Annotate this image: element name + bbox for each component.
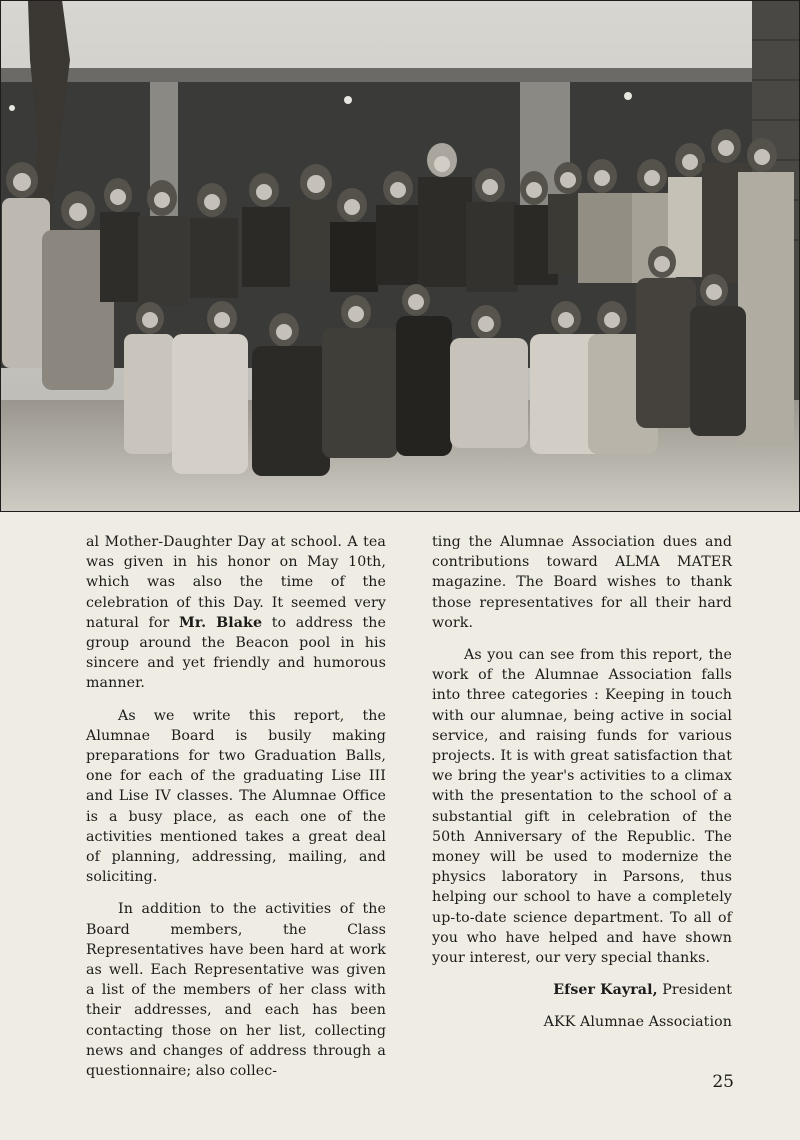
right-column	[432, 532, 732, 1045]
page-number: 25	[712, 1072, 734, 1092]
group-photo-illustration	[0, 0, 800, 512]
mr-blake-name: Mr. Blake	[179, 614, 263, 631]
signature-title: President	[657, 982, 732, 999]
left-paragraph-2: As we write this report, the Alumnae Board is busily making preparations for two Graduation Balls, one for each of the graduating Lise III and Lise IV classes. The Alumnae Office is a busy place, as each one of the activities mentioned takes a great deal of planning, addressing, mailing, and soliciting.	[86, 707, 386, 886]
right-paragraph-1: ting the Alumnae Association dues and contributions toward ALMA MATER magazine. The Board wishes to thank those representatives for all their hard work.	[432, 534, 732, 631]
left-paragraph-1	[86, 532, 386, 694]
left-column	[86, 532, 386, 1093]
left-paragraph-3: In addition to the activities of the Board members, the Class Representatives have been hard at work as well. Each Representative was given a list of the members of her class with their addresses, and each has been contacting those on her list, collecting news and changes of address through a questionnaire; also collec-	[86, 901, 386, 1080]
right-paragraph-2: As you can see from this report, the work of the Alumnae Association falls into three categories : Keeping in touch with our alumnae, being active in social service, and raising funds for various projects. It is with great satisfaction that we bring the year's activities to a climax with the presentation to the school of a substantial gift in celebration of the 50th Anniversary of the Republic. The money will be used to modernize the physics laboratory in Parsons, thus helping our school to have a completely up-to-date science department. To all of you who have helped and have shown your interest, our very special thanks.	[432, 647, 732, 967]
signature-org: AKK Alumnae Association	[543, 1014, 732, 1031]
group-photo	[0, 0, 800, 512]
left-paragraph-1-end: to address the group around the Beacon pool in his sincere and yet friendly and humorous manner.	[86, 614, 386, 692]
signature-name: Efser Kayral,	[553, 982, 658, 999]
signature-line	[432, 980, 732, 1000]
left-paragraph-1-start: al Mother-Daughter Day at school. A tea was given in his honor on May 10th, which was also the time of the celebration of this Day. It seemed very natural for	[86, 534, 386, 631]
